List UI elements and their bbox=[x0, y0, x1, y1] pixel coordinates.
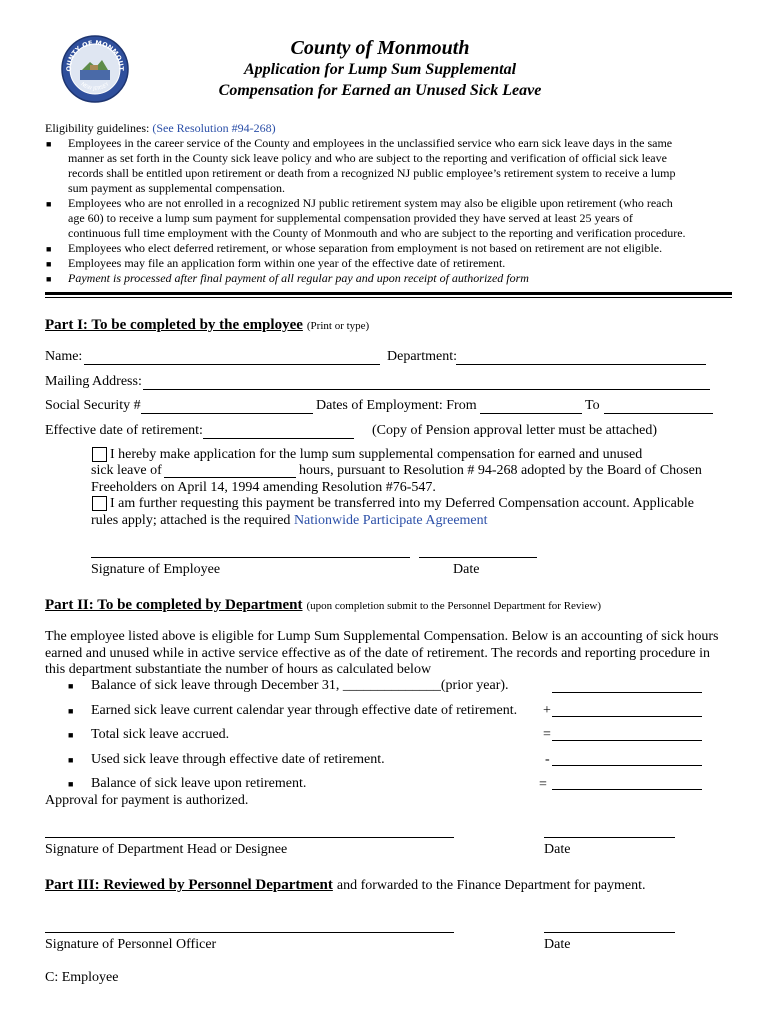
bullet-icon: ■ bbox=[46, 244, 52, 254]
bullet-icon: ■ bbox=[68, 779, 74, 789]
earned-current-year-field[interactable] bbox=[552, 716, 702, 717]
balance-upon-retirement-label: Balance of sick leave upon retirement. bbox=[91, 776, 307, 791]
nationwide-agreement-link[interactable]: Nationwide Participate Agreement bbox=[293, 513, 488, 528]
department-label: Department: bbox=[387, 349, 457, 364]
mailing-address-field[interactable] bbox=[143, 389, 710, 390]
application-checkbox[interactable] bbox=[92, 447, 107, 462]
personnel-date-field[interactable] bbox=[544, 932, 675, 933]
dept-date-field[interactable] bbox=[544, 837, 675, 838]
balance-prior-year-field[interactable] bbox=[552, 692, 702, 693]
section-divider bbox=[45, 292, 732, 295]
employee-signature-label: Signature of Employee bbox=[91, 562, 221, 577]
eligibility-item-2: Employees who are not enrolled in a recognized NJ public retirement system may also be eligible upon retirement (who reach age 60) to receive a lump sum payment for supplemental compensation provided they have served at least 25 years of continuous full time employment with the County of Monmouth and who are subject to the reporting and verification procedure. bbox=[68, 196, 686, 240]
equals-operator: = bbox=[543, 727, 551, 742]
approval-text: Approval for payment is authorized. bbox=[45, 793, 249, 808]
eligibility-item-1: Employees in the career service of the County and employees in the unclassified service who earn sick leave days in the same manner as set forth in the County sick leave policy and who are subject to the reporting and verification of official sick leave records shall be entitled upon retirement or death from a recognized NJ public employee’s retirement system to receive a lump sum payment as supplemental compensation. bbox=[68, 136, 676, 195]
part1-heading-row bbox=[45, 316, 369, 334]
bullet-icon: ■ bbox=[46, 199, 52, 209]
part2-note: (upon completion submit to the Personnel Department for Review) bbox=[306, 600, 601, 612]
bullet-icon: ■ bbox=[68, 730, 74, 740]
svg-text:NEW JERSEY: NEW JERSEY bbox=[79, 81, 111, 93]
part1-heading: Part I: To be completed by the employee bbox=[45, 317, 303, 333]
bullet-icon: ■ bbox=[46, 259, 52, 269]
section-divider-thin bbox=[45, 297, 732, 298]
dept-head-signature-label: Signature of Department Head or Designee bbox=[45, 842, 288, 857]
form-title-line2: Compensation for Earned an Unused Sick Leave bbox=[218, 82, 542, 99]
used-sick-leave-field[interactable] bbox=[552, 765, 702, 766]
name-field[interactable] bbox=[84, 364, 380, 365]
dept-date-label: Date bbox=[544, 842, 571, 857]
eligibility-item-5: Payment is processed after final payment of all regular pay and upon receipt of authorized form bbox=[68, 271, 529, 285]
bullet-icon: ■ bbox=[68, 681, 74, 691]
bullet-icon: ■ bbox=[46, 139, 52, 149]
part2-heading-row bbox=[45, 596, 601, 614]
cc-employee: C: Employee bbox=[45, 970, 119, 985]
eligibility-item-3: Employees who elect deferred retirement, or whose separation from employment is not based on retirement are not eligible. bbox=[68, 241, 663, 255]
employment-from-label: Dates of Employment: From bbox=[316, 398, 477, 413]
department-field[interactable] bbox=[456, 364, 706, 365]
sick-leave-hours-field[interactable] bbox=[164, 477, 296, 478]
bullet-icon: ■ bbox=[46, 274, 52, 284]
earned-current-year-label: Earned sick leave current calendar year through effective date of retirement. bbox=[91, 703, 518, 718]
bullet-icon: ■ bbox=[68, 755, 74, 765]
eligibility-item-4: Employees may file an application form within one year of the effective date of retirement. bbox=[68, 256, 506, 270]
part2-heading: Part II: To be completed by Department bbox=[45, 597, 303, 613]
retirement-date-label: Effective date of retirement: bbox=[45, 423, 203, 438]
personnel-signature-label: Signature of Personnel Officer bbox=[45, 937, 217, 952]
part3-heading: Part III: Reviewed by Personnel Department bbox=[45, 877, 333, 893]
mailing-address-label: Mailing Address: bbox=[45, 374, 142, 389]
employee-date-label: Date bbox=[453, 562, 480, 577]
sick-leave-label: sick leave of bbox=[91, 463, 162, 478]
application-line3: Freeholders on April 14, 1994 amending Resolution #76-547. bbox=[91, 480, 436, 495]
eligibility-label: Eligibility guidelines: bbox=[45, 121, 150, 135]
retirement-date-field[interactable] bbox=[203, 438, 354, 439]
name-label: Name: bbox=[45, 349, 83, 364]
employment-from-field[interactable] bbox=[480, 413, 582, 414]
transfer-line2: rules apply; attached is the required Nationwide Participate Agreement bbox=[91, 513, 488, 528]
balance-upon-retirement-field[interactable] bbox=[552, 789, 702, 790]
part1-note: (Print or type) bbox=[306, 320, 370, 332]
application-line1: I hereby make application for the lump sum supplemental compensation for earned and unused bbox=[110, 447, 643, 462]
transfer-line1: I am further requesting this payment be transferred into my Deferred Compensation account. Applicable bbox=[110, 496, 694, 511]
employee-date-field[interactable] bbox=[419, 557, 537, 558]
deferred-comp-checkbox[interactable] bbox=[92, 496, 107, 511]
dept-head-signature-field[interactable] bbox=[45, 837, 454, 838]
ssn-field[interactable] bbox=[141, 413, 313, 414]
ssn-label: Social Security # bbox=[45, 398, 141, 413]
application-line2: hours, pursuant to Resolution # 94-268 adopted by the Board of Chosen bbox=[299, 463, 702, 478]
personnel-signature-field[interactable] bbox=[45, 932, 454, 933]
pension-copy-note: (Copy of Pension approval letter must be attached) bbox=[372, 423, 657, 438]
part3-heading-row bbox=[45, 876, 646, 894]
employment-to-field[interactable] bbox=[604, 413, 713, 414]
used-sick-leave-label: Used sick leave through effective date of retirement. bbox=[91, 752, 385, 767]
personnel-date-label: Date bbox=[544, 937, 571, 952]
svg-text:COUNTY OF MONMOUTH: OUNTY OF MONMOUT bbox=[64, 38, 126, 72]
part2-paragraph: The employee listed above is eligible for Lump Sum Supplemental Compensation. Below is an accounting of sick hours earned and unused while in active service effective as of the date of retirement. The records and reporting procedure in this department substantiate the number of hours as calculated below bbox=[45, 629, 719, 677]
resolution-link[interactable]: (See Resolution #94-268) bbox=[152, 121, 276, 135]
plus-operator: + bbox=[543, 703, 551, 718]
county-title: County of Monmouth bbox=[290, 37, 470, 59]
employee-signature-field[interactable] bbox=[91, 557, 410, 558]
minus-operator: - bbox=[545, 752, 550, 767]
total-accrued-label: Total sick leave accrued. bbox=[91, 727, 230, 742]
bullet-icon: ■ bbox=[68, 706, 74, 716]
employment-to-label: To bbox=[585, 398, 600, 413]
part3-note: and forwarded to the Finance Department for payment. bbox=[336, 878, 646, 893]
eligibility-heading bbox=[45, 121, 276, 136]
form-title-line1: Application for Lump Sum Supplemental bbox=[243, 61, 517, 78]
balance-prior-year-label: Balance of sick leave through December 31, ______________(prior year). bbox=[91, 678, 509, 693]
total-accrued-field[interactable] bbox=[552, 740, 702, 741]
equals-operator: = bbox=[539, 777, 547, 792]
